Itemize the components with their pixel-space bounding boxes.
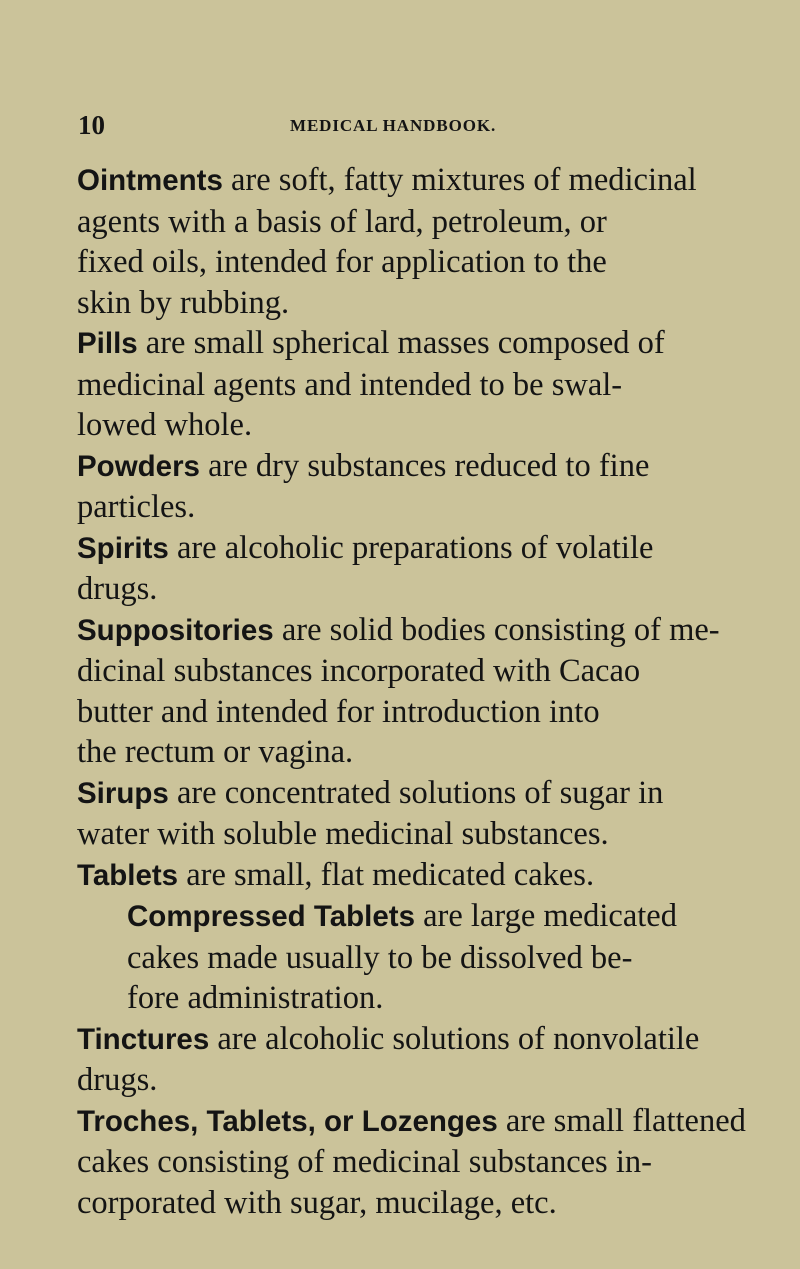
entry-troches (77, 1101, 746, 1224)
entry-line: cakes consisting of medicinal substances in- (77, 1144, 652, 1180)
entry-line: are small flattened (497, 1102, 746, 1139)
entry-line: are solid bodies consisting of me- (273, 611, 720, 648)
entry-line: water with soluble medicinal substances. (77, 816, 609, 852)
entry-line: corporated with sugar, mucilage, etc. (77, 1184, 557, 1221)
entry-line: medicinal agents and intended to be swal- (77, 366, 623, 403)
entry-line: cakes made usually to be dissolved be- (127, 939, 633, 976)
entry-term: Suppositories (77, 613, 274, 647)
entry-line: particles. (77, 489, 196, 525)
entry-line: the rectum or vagina. (77, 734, 354, 770)
entry-term: Ointments (77, 164, 223, 197)
entry-line: are concentrated solutions of sugar in (168, 774, 664, 811)
entry-line: fixed oils, intended for application to the (77, 244, 607, 280)
entry-sirups (77, 773, 737, 855)
entry-term: Spirits (77, 531, 169, 565)
entry-line: butter and intended for introduction into (77, 693, 600, 730)
entry-line: are dry substances reduced to fine (199, 447, 650, 484)
entry-powders (77, 446, 737, 528)
entry-tinctures (77, 1019, 737, 1101)
entry-term: Troches, Tablets, or Lozenges (77, 1104, 498, 1138)
entry-pills (77, 323, 737, 446)
entry-term: Powders (77, 449, 200, 483)
entry-line: drugs. (77, 571, 158, 607)
running-title: MEDICAL HANDBOOK. (290, 116, 497, 135)
entry-spirits (77, 528, 737, 610)
running-head (78, 110, 678, 140)
entry-line: are small, flat medicated cakes. (178, 856, 595, 893)
page-number: 10 (78, 110, 105, 140)
entry-line: are alcoholic preparations of volatile (168, 529, 654, 566)
glossary-entries (77, 160, 746, 1223)
entry-compressed-tablets (77, 896, 737, 1019)
entry-line: are large medicated (415, 898, 677, 934)
entry-term: Compressed Tablets (127, 900, 415, 933)
entry-line: skin by rubbing. (77, 284, 290, 321)
entry-line: lowed whole. (77, 407, 253, 443)
entry-line: agents with a basis of lard, petroleum, or (77, 203, 607, 240)
entry-suppositories (77, 610, 737, 773)
entry-line: fore administration. (127, 980, 384, 1016)
entry-tablets (77, 855, 737, 897)
entry-line: are alcoholic solutions of nonvolatile (209, 1020, 700, 1057)
entry-term: Tablets (77, 858, 179, 892)
entry-ointments (77, 160, 737, 323)
entry-term: Sirups (77, 776, 169, 810)
entry-line: drugs. (77, 1062, 158, 1098)
entry-line: dicinal substances incorporated with Cacao (77, 653, 641, 689)
entry-term: Tinctures (77, 1022, 210, 1056)
entry-line: are soft, fatty mixtures of medicinal (222, 162, 697, 198)
entry-term: Pills (77, 327, 138, 360)
entry-line: are small spherical masses composed of (137, 325, 665, 361)
